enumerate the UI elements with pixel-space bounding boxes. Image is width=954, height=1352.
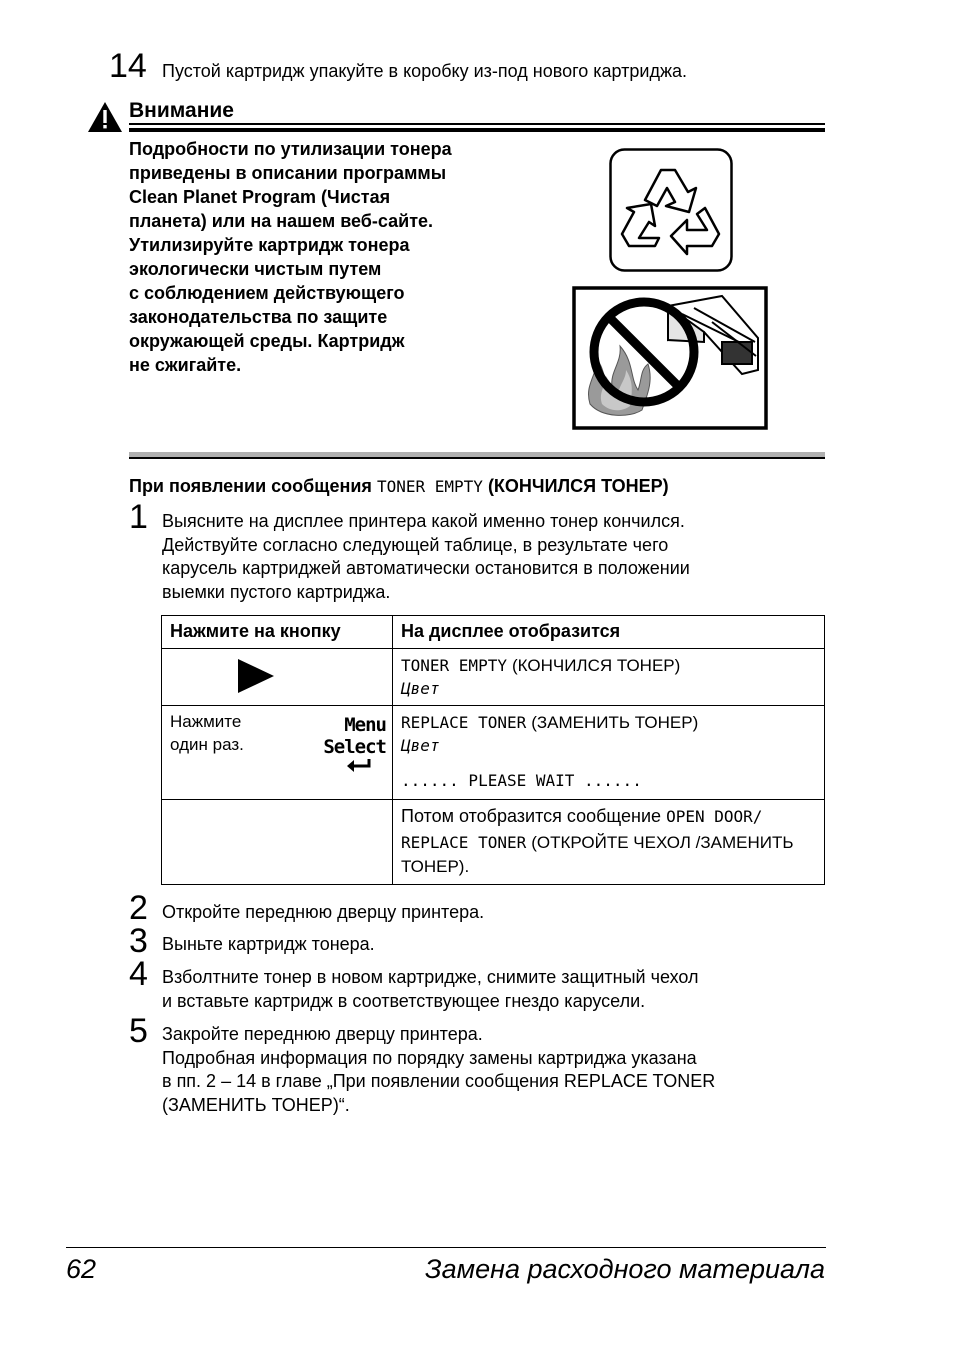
step-text	[162, 933, 375, 957]
table-cell	[162, 800, 393, 885]
recycle-icon	[609, 148, 733, 272]
step-line: в пп. 2 – 14 в главе „При появлении сообщения REPLACE TONER	[162, 1071, 716, 1091]
warning-line: Подробности по утилизации тонера	[129, 139, 452, 159]
row3-code: OPEN DOOR/	[666, 807, 763, 826]
step-text	[162, 966, 699, 1013]
warning-line: Clean Planet Program (Чистая	[129, 187, 391, 207]
warning-line: не сжигайте.	[129, 355, 242, 375]
warning-body	[129, 137, 549, 377]
warning-rule-thick	[129, 128, 825, 132]
row3-code: REPLACE TONER	[401, 832, 527, 852]
page-number: 62	[66, 1254, 97, 1284]
row3-text: (ОТКРОЙТЕ ЧЕХОЛ /ЗАМЕНИТЬ	[531, 832, 794, 852]
button-label: Menu	[344, 714, 386, 736]
right-arrow-icon	[237, 658, 275, 694]
step-text	[162, 901, 484, 925]
table-cell	[393, 706, 825, 800]
step-line: Действуйте согласно следующей таблице, в результате чего	[162, 534, 669, 555]
heading-code: TONER EMPTY	[376, 477, 483, 496]
warning-triangle-icon	[86, 100, 124, 133]
step-line: и вставьте картридж в соответствующее гнездо карусели.	[162, 990, 646, 1011]
table-header: На дисплее отобразится	[393, 616, 825, 649]
display-text: (КОНЧИЛСЯ ТОНЕР)	[511, 656, 681, 675]
step-text	[162, 1023, 715, 1117]
no-burning-cartridge-icon	[572, 286, 768, 430]
table-cell	[162, 649, 393, 706]
step-line: карусель картриджей автоматически остановится в положении	[162, 558, 690, 578]
enter-arrow-icon	[346, 758, 372, 772]
warning-line: экологически чистым путем	[129, 259, 382, 279]
step-line: Выньте картридж тонера.	[162, 934, 375, 954]
press-text: один раз.	[170, 735, 244, 754]
step-number: 2	[129, 889, 148, 927]
step-number: 3	[129, 922, 148, 960]
display-text: (ЗАМЕНИТЬ ТОНЕР)	[531, 713, 699, 732]
display-color: Цвет	[401, 679, 440, 698]
table-header-row	[162, 616, 825, 649]
table-row	[162, 800, 825, 885]
display-color: Цвет	[401, 736, 440, 755]
table-cell	[393, 800, 825, 885]
table-row	[162, 649, 825, 706]
chapter-title: Замена расходного материала	[425, 1254, 825, 1284]
footer-rule	[66, 1247, 826, 1248]
display-code: TONER EMPTY	[401, 656, 507, 675]
warning-line: окружающей среды. Картридж	[129, 331, 405, 351]
section-separator	[129, 452, 825, 459]
key-display-table	[161, 615, 825, 885]
step-number: 14	[109, 47, 147, 85]
step-line: выемки пустого картриджа.	[162, 581, 391, 602]
heading-prefix: При появлении сообщения	[129, 476, 372, 496]
row3-text: ТОНЕР).	[401, 857, 470, 876]
warning-line: законодательства по защите	[129, 307, 388, 327]
table-row	[162, 706, 825, 800]
step-number: 5	[129, 1012, 148, 1050]
table-cell	[393, 649, 825, 706]
step-line: Взболтните тонер в новом картридже, снимите защитный чехол	[162, 967, 699, 987]
step-line: Выясните на дисплее принтера какой именно тонер кончился.	[162, 511, 685, 531]
warning-line: с соблюдением действующего	[129, 283, 405, 303]
step-line: Закройте переднюю дверцу принтера.	[162, 1024, 483, 1044]
menu-select-button	[323, 714, 386, 772]
row3-text: Потом отобразится сообщение	[401, 806, 662, 826]
display-code: REPLACE TONER	[401, 713, 527, 732]
warning-line: планета) или на нашем веб-сайте.	[129, 211, 434, 231]
table-cell	[162, 706, 393, 800]
warning-title: Внимание	[129, 99, 234, 122]
step-text: Пустой картридж упакуйте в коробку из-под нового картриджа.	[162, 61, 688, 81]
press-text: Нажмите	[170, 712, 242, 731]
button-label: Select	[323, 736, 386, 758]
step-line: Откройте переднюю дверцу принтера.	[162, 902, 485, 922]
heading-suffix: (КОНЧИЛСЯ ТОНЕР)	[487, 476, 669, 496]
warning-rule	[129, 123, 825, 125]
section-heading	[129, 476, 669, 497]
step-number: 4	[129, 955, 148, 993]
warning-line: приведены в описании программы	[129, 163, 447, 183]
warning-line: Утилизируйте картридж тонера	[129, 235, 410, 255]
display-wait: ...... PLEASE WAIT ......	[401, 771, 642, 790]
table-header: Нажмите на кнопку	[162, 616, 393, 649]
step-line: (ЗАМЕНИТЬ ТОНЕР)“.	[162, 1094, 350, 1115]
step-number: 1	[129, 498, 148, 536]
step-text	[162, 510, 690, 604]
step-line: Подробная информация по порядку замены картриджа указана	[162, 1047, 697, 1068]
